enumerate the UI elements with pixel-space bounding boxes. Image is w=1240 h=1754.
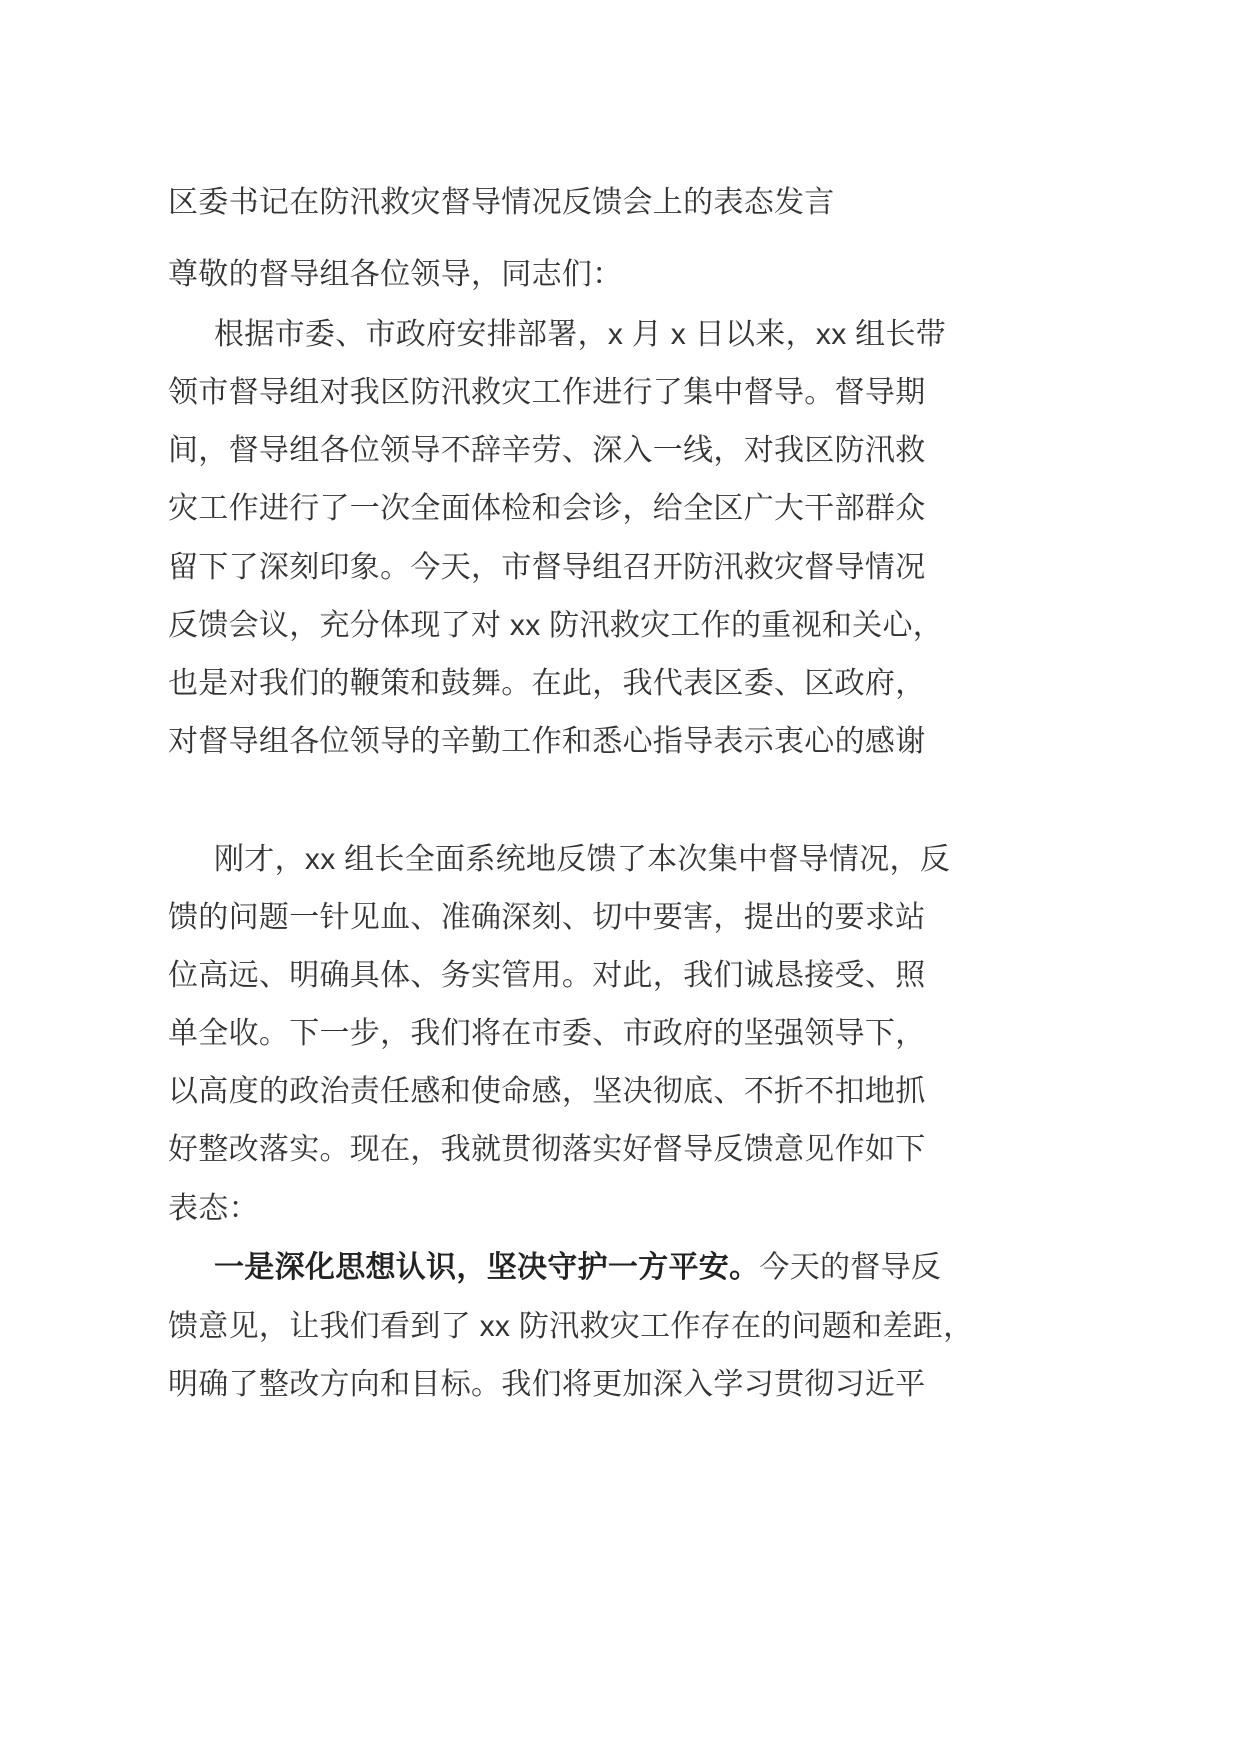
- paragraph-line: 馈的问题一针见血、准确深刻、切中要害，提出的要求站: [168, 901, 926, 934]
- paragraph-line: 留下了深刻印象。今天，市督导组召开防汛救灾督导情况: [168, 551, 926, 584]
- paragraph-heading: 一是深化思想认识，坚决守护一方平安。: [214, 1251, 760, 1284]
- paragraph-line: 明确了整改方向和目标。我们将更加深入学习贯彻习近平: [168, 1368, 926, 1401]
- paragraph-line: 根据市委、市政府安排部署，x 月 x 日以来，xx 组长带: [214, 318, 947, 351]
- paragraph-line: 领市督导组对我区防汛救灾工作进行了集中督导。督导期: [168, 376, 926, 409]
- paragraph-line: 单全收。下一步，我们将在市委、市政府的坚强领导下，: [168, 1017, 926, 1050]
- paragraph-line: 表态：: [168, 1192, 259, 1225]
- greeting: 尊敬的督导组各位领导，同志们：: [168, 258, 623, 291]
- paragraph-line: 好整改落实。现在，我就贯彻落实好督导反馈意见作如下: [168, 1133, 926, 1166]
- paragraph-line: [214, 1248, 941, 1288]
- paragraph-line: 位高远、明确具体、务实管用。对此，我们诚恳接受、照: [168, 959, 926, 992]
- document-title: 区委书记在防汛救灾督导情况反馈会上的表态发言: [168, 186, 835, 219]
- paragraph-line: 反馈会议，充分体现了对 xx 防汛救灾工作的重视和关心，: [168, 609, 944, 642]
- paragraph-line: 刚才，xx 组长全面系统地反馈了本次集中督导情况，反: [214, 843, 951, 876]
- paragraph-line: 也是对我们的鞭策和鼓舞。在此，我代表区委、区政府，: [168, 667, 926, 700]
- paragraph-line: 对督导组各位领导的辛勤工作和悉心指导表示衷心的感谢: [168, 725, 926, 758]
- paragraph-line: 以高度的政治责任感和使命感，坚决彻底、不折不扣地抓: [168, 1075, 926, 1108]
- paragraph-line: 间，督导组各位领导不辞辛劳、深入一线，对我区防汛救: [168, 434, 926, 467]
- paragraph-text: 今天的督导反: [759, 1251, 942, 1284]
- paragraph-line: 灾工作进行了一次全面体检和会诊，给全区广大干部群众: [168, 492, 926, 525]
- paragraph-line: 馈意见，让我们看到了 xx 防汛救灾工作存在的问题和差距，: [168, 1310, 974, 1343]
